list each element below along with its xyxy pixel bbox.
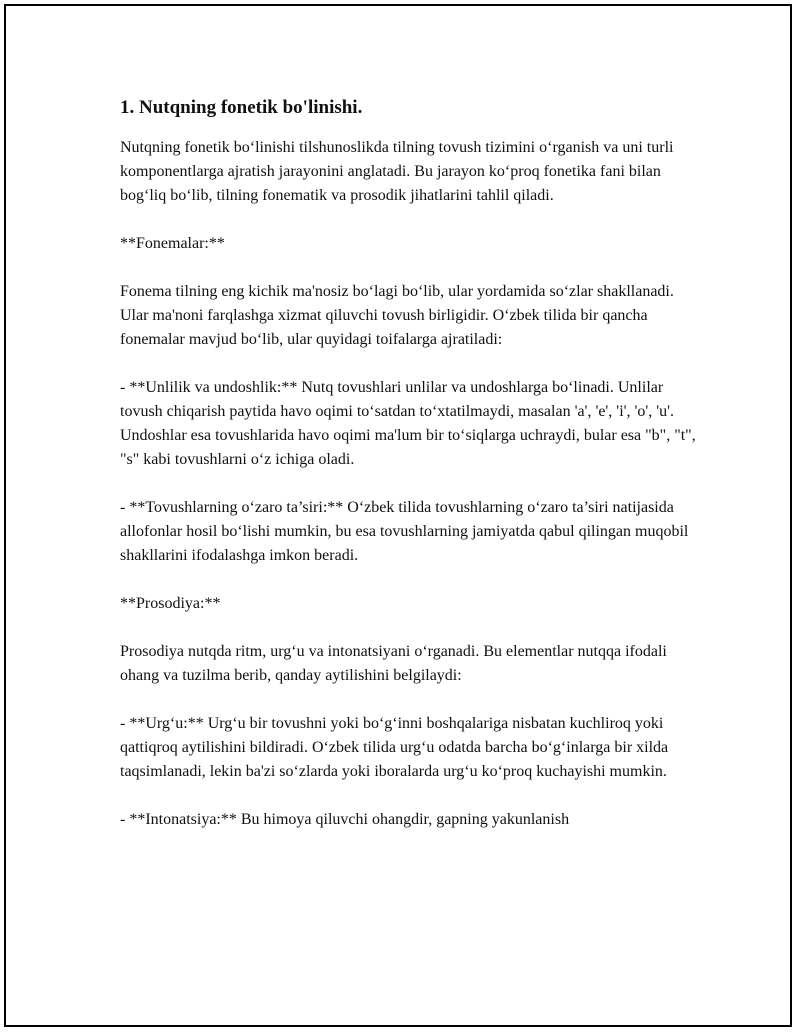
paragraph-intro: Nutqning fonetik bo‘linishi tilshunoslikda tilning tovush tizimini o‘rganish va uni turli komponentlarga ajratish jarayonini anglatadi. Bu jarayon ko‘proq fonetika fani bilan bog‘liq bo‘lib, tilning fonematik va prosodik jihatlarini tahlil qiladi. (120, 139, 674, 204)
subheading-fonemalar: **Fonemalar:** (120, 235, 225, 252)
list-item-urgu: - **Urg‘u:** Urg‘u bir tovushni yoki bo‘g‘inni boshqalariga nisbatan kuchliroq yoki qattiqroq aytilishini bildiradi. O‘zbek tilida urg‘u odatda barcha bo‘g‘inlarga bir xilda taqsimlanadi, lekin ba'zi so‘zlarda yoki iboralarda urg‘u ko‘proq kuchayishi mumkin. (120, 715, 669, 780)
document-page (4, 4, 792, 1027)
subheading-prosodiya: **Prosodiya:** (120, 595, 221, 612)
paragraph-fonema: Fonema tilning eng kichik ma'nosiz bo‘lagi bo‘lib, ular yordamida so‘zlar shakllanadi. Ular ma'noni farqlashga xizmat qiluvchi tovush birligidir. O‘zbek tilida bir qancha fonemalar mavjud bo‘lib, ular quyidagi toifalarga ajratiladi: (120, 283, 674, 348)
document-content (120, 94, 700, 856)
list-item-tovushlar: - **Tovushlarning o‘zaro ta’siri:** O‘zbek tilida tovushlarning o‘zaro ta’siri natijasida allofonlar hosil bo‘lishi mumkin, bu esa tovushlarning jamiyatda qabul qilingan muqobil shakllarini ifodalashga imkon beradi. (120, 499, 689, 564)
list-item-intonatsiya: - **Intonatsiya:** Bu himoya qiluvchi ohangdir, gapning yakunlanish (120, 811, 570, 828)
list-item-unlilik: - **Unlilik va undoshlik:** Nutq tovushlari unlilar va undoshlarga bo‘linadi. Unlilar tovush chiqarish paytida havo oqimi to‘satdan to‘xtatilmaydi, masalan 'a', 'e', 'i', 'o', 'u'. Undoshlar esa tovushlarida havo oqimi ma'lum bir to‘siqlarga uchraydi, bular esa "b", "t", "s" kabi tovushlarni o‘z ichiga oladi. (120, 379, 696, 468)
paragraph-prosodiya: Prosodiya nutqda ritm, urg‘u va intonatsiyani o‘rganadi. Bu elementlar nutqqa ifodali ohang va tuzilma berib, qanday aytilishini belgilaydi: (120, 643, 667, 684)
section-heading: 1. Nutqning fonetik bo'linishi. (120, 97, 363, 118)
